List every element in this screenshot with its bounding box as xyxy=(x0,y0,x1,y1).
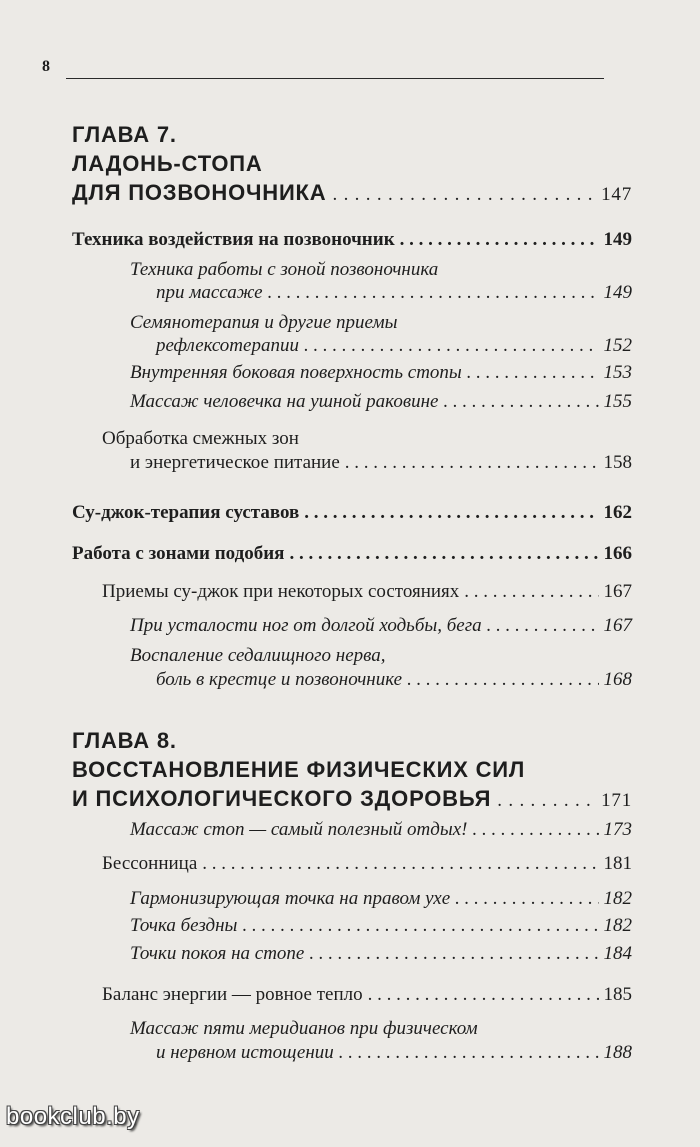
toc-entry: при массаже . . . 149 xyxy=(156,281,632,305)
toc-entry: Массаж стоп — самый полезный отдых! . . . 173 xyxy=(130,818,632,842)
chapter-7-page: 147 xyxy=(601,184,632,205)
toc-entry-line1: Воспаление седалищного нерва, xyxy=(130,645,386,666)
toc-entry: и энергетическое питание . . . 158 xyxy=(130,451,632,475)
chapter-8-heading xyxy=(72,726,632,815)
header-rule xyxy=(66,78,604,79)
toc-entry: Точка бездны . . . 182 xyxy=(130,914,632,938)
toc-entry: Бессонница . . . 181 xyxy=(102,852,632,876)
toc-entry: боль в крестце и позвоночнике . . . 168 xyxy=(156,668,632,692)
toc-entry: Работа с зонами подобия . . . 166 xyxy=(72,542,632,566)
chapter-8-title-line-1: ВОССТАНОВЛЕНИЕ ФИЗИЧЕСКИХ СИЛ xyxy=(72,757,526,782)
chapter-8-number: ГЛАВА 8. xyxy=(72,728,177,753)
toc-entry: Су-джок-терапия суставов . . . 162 xyxy=(72,501,632,525)
chapter-7-number: ГЛАВА 7. xyxy=(72,122,177,147)
toc-entry: Приемы су-джок при некоторых состояниях . . . 167 xyxy=(102,580,632,604)
toc-entry: рефлексотерапии . . . 152 xyxy=(156,334,632,358)
toc-entry: Внутренняя боковая поверхность стопы . . . 153 xyxy=(130,361,632,385)
toc-entry-line1: Семянотерапия и другие приемы xyxy=(130,312,398,333)
chapter-8-page: 171 xyxy=(601,790,632,811)
watermark-logo: bookclub.by xyxy=(6,1103,140,1130)
toc-entry: Массаж человечка на ушной раковине . . . 155 xyxy=(130,390,632,414)
toc-entry: Точки покоя на стопе . . . 184 xyxy=(130,942,632,966)
toc-entry: Техника воздействия на позвоночник . . . 149 xyxy=(72,228,632,252)
toc-entry: При усталости ног от долгой ходьбы, бега . . . 167 xyxy=(130,614,632,638)
chapter-7-heading xyxy=(72,120,632,209)
toc-entry: Баланс энергии — ровное тепло . . . 185 xyxy=(102,983,632,1007)
chapter-7-title-text: ДЛЯ ПОЗВОНОЧНИКА xyxy=(72,180,327,205)
chapter-7-title-line-1: ЛАДОНЬ-СТОПА xyxy=(72,151,263,176)
page-number: 8 xyxy=(42,58,50,75)
toc-entry-line1: Массаж пяти меридианов при физическом xyxy=(130,1018,478,1039)
toc-entry: и нервном истощении . . . 188 xyxy=(156,1041,632,1065)
toc-entry-line1: Обработка смежных зон xyxy=(102,428,299,449)
toc-entry-line1: Техника работы с зоной позвоночника xyxy=(130,259,439,280)
chapter-8-title-text: И ПСИХОЛОГИЧЕСКОГО ЗДОРОВЬЯ xyxy=(72,786,492,811)
toc-entry: Гармонизирующая точка на правом ухе . . . 182 xyxy=(130,887,632,911)
chapter-7-title-line-2 xyxy=(72,178,632,209)
chapter-8-title-line-2 xyxy=(72,784,632,815)
